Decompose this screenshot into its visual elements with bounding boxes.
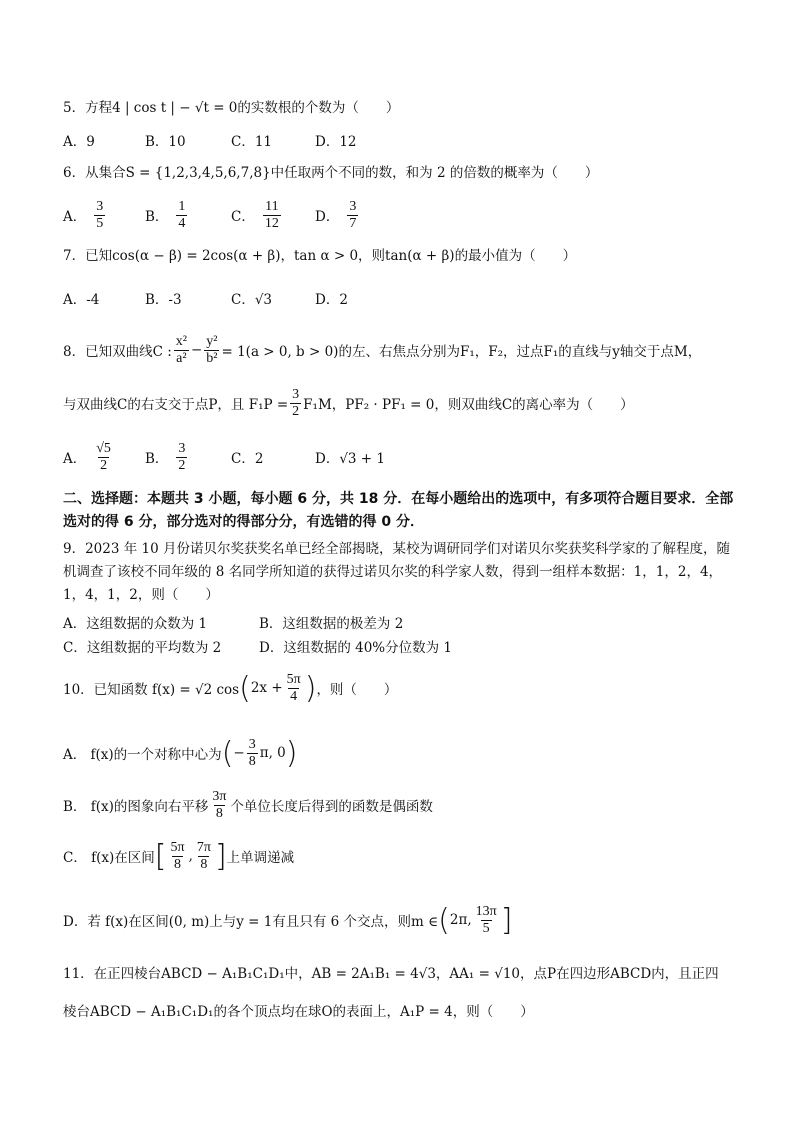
q10-option-b: B． f(x)的图象向右平移 $\frac{3\pi}{8}$ 个单位长度后得到的函数是偶函数 bbox=[63, 788, 433, 821]
q6-option-a: A． $\frac{3}{5}$ bbox=[63, 198, 104, 231]
q7-option-c: C．√3 bbox=[231, 292, 273, 308]
q7-option-d: D．2 bbox=[315, 292, 348, 308]
q10-option-d: D．若 f(x)在区间(0, m)上与y = 1有且只有 6 个交点，则m ∈ ( 2π, $\frac{13\pi}{5}$ ] bbox=[63, 902, 513, 938]
q10-option-a: A． f(x)的一个对称中心为 ( − $\frac{3}{8}$ π, 0 ) bbox=[63, 735, 298, 771]
q8-option-b: B． $\frac{3}{2}$ bbox=[145, 440, 186, 473]
q8-option-a: A． $\frac{√5}{2}$ bbox=[63, 440, 111, 473]
question-8-line-1: 8．已知双曲线C : $\frac{\text{x²}}{\text{a²}}$ − $\frac{\text{y²}}{\text{b²}}$ = 1(a > 0, b > 0)的左、右焦点分别为F₁，F₂，过点F₁的直线与y轴交于点M， bbox=[63, 333, 702, 366]
question-7: 7．已知cos(α − β) = 2cos(α + β)，tan α > 0，则tan(α + β)的最小值为（ ） bbox=[63, 248, 577, 264]
q8-option-c: C．2 bbox=[231, 451, 264, 467]
left-bracket: [ bbox=[154, 838, 167, 874]
q5-option-b: B．10 bbox=[145, 134, 186, 150]
right-paren: ) bbox=[285, 735, 298, 771]
q6-option-b: B． $\frac{1}{4}$ bbox=[145, 198, 186, 231]
fraction: $\frac{\text{x²}}{\text{a²}}$ bbox=[175, 333, 187, 366]
q7-option-a: A．-4 bbox=[63, 292, 100, 308]
right-bracket: ] bbox=[500, 902, 513, 938]
question-11-line-2: 棱台ABCD − A₁B₁C₁D₁的各个顶点均在球O的表面上，A₁P = 4，则（ ） bbox=[63, 1004, 534, 1020]
q8-option-d: D．√3 + 1 bbox=[315, 451, 385, 467]
question-8-line-2: 与双曲线C的右支交于点P，且 F₁P = $\frac{3}{2}$ F₁M，PF₂ · PF₁ = 0，则双曲线C的离心率为（ ） bbox=[63, 386, 634, 419]
fraction: $\frac{1}{4}$ bbox=[178, 198, 186, 231]
right-paren: ) bbox=[304, 670, 317, 706]
section-2-heading: 二、选择题：本题共 3 小题，每小题 6 分，共 18 分．在每小题给出的选项中，有多项符合题目要求．全部选对的得 6 分，部分选对的得部分分，有选错的得 0 分． bbox=[63, 491, 734, 530]
q6-option-d: D． $\frac{3}{7}$ bbox=[315, 198, 357, 231]
fraction: $\frac{5\pi}{8}$ bbox=[170, 839, 185, 872]
fraction: $\frac{3}{2}$ bbox=[178, 440, 186, 473]
fraction: $\frac{11}{12}$ bbox=[264, 198, 279, 231]
fraction: $\frac{13\pi}{5}$ bbox=[475, 903, 497, 936]
question-11-line-1: 11．在正四棱台ABCD − A₁B₁C₁D₁中，AB = 2A₁B₁ = 4√3，AA₁ = √10，点P在四边形ABCD内，且正四 bbox=[63, 966, 719, 982]
fraction: $\frac{3}{2}$ bbox=[292, 386, 300, 419]
fraction: $\frac{3}{7}$ bbox=[349, 198, 357, 231]
q9-option-b: B．这组数据的极差为 2 bbox=[259, 616, 404, 632]
left-paren: ( bbox=[438, 902, 450, 938]
fraction: $\frac{5\pi}{4}$ bbox=[286, 671, 301, 704]
q10-option-c: C． f(x)在区间 [ $\frac{5\pi}{8}$ , $\frac{7\pi}{8}$ ] 上单调递减 bbox=[63, 838, 295, 874]
fraction: $\frac{3\pi}{8}$ bbox=[212, 788, 227, 821]
q9-option-c: C．这组数据的平均数为 2 bbox=[63, 640, 222, 656]
left-paren: ( bbox=[239, 670, 251, 706]
question-6: 6．从集合S = {1,2,3,4,5,6,7,8}中任取两个不同的数，和为 2 的倍数的概率为（ ） bbox=[63, 165, 599, 181]
fraction: $\frac{\text{y²}}{\text{b²}}$ bbox=[206, 333, 218, 366]
q9-option-a: A．这组数据的众数为 1 bbox=[63, 616, 208, 632]
right-bracket: ] bbox=[214, 838, 227, 874]
q7-option-b: B．-3 bbox=[145, 292, 182, 308]
q6-option-c: C． $\frac{11}{12}$ bbox=[231, 198, 279, 231]
q9-option-d: D．这组数据的 40%分位数为 1 bbox=[259, 640, 453, 656]
fraction: $\frac{3}{5}$ bbox=[96, 198, 104, 231]
q5-option-c: C．11 bbox=[231, 134, 273, 150]
left-paren: ( bbox=[221, 735, 234, 771]
question-9: 9．2023 年 10 月份诺贝尔奖获奖名单已经全部揭晓，某校为调研同学们对诺贝尔奖获奖科学家的了解程度，随机调查了该校不同年级的 8 名同学所知道的获得过诺贝尔奖的科学家人数，得到一组样本数据：1，1，2，4，1，4，1，2，则（ ） bbox=[63, 541, 730, 603]
fraction: $\frac{√5}{2}$ bbox=[96, 440, 111, 473]
question-5: 5．方程4 | cos t | − √t = 0的实数根的个数为（ ） bbox=[63, 100, 400, 116]
q5-option-d: D．12 bbox=[315, 134, 357, 150]
fraction: $\frac{7\pi}{8}$ bbox=[196, 839, 211, 872]
question-10: 10．已知函数 f(x) = √2 cos ( 2x + $\frac{5\pi}{4}$ ) ，则（ ） bbox=[63, 670, 398, 706]
fraction: $\frac{3}{8}$ bbox=[248, 736, 256, 769]
q5-option-a: A．9 bbox=[63, 134, 95, 150]
